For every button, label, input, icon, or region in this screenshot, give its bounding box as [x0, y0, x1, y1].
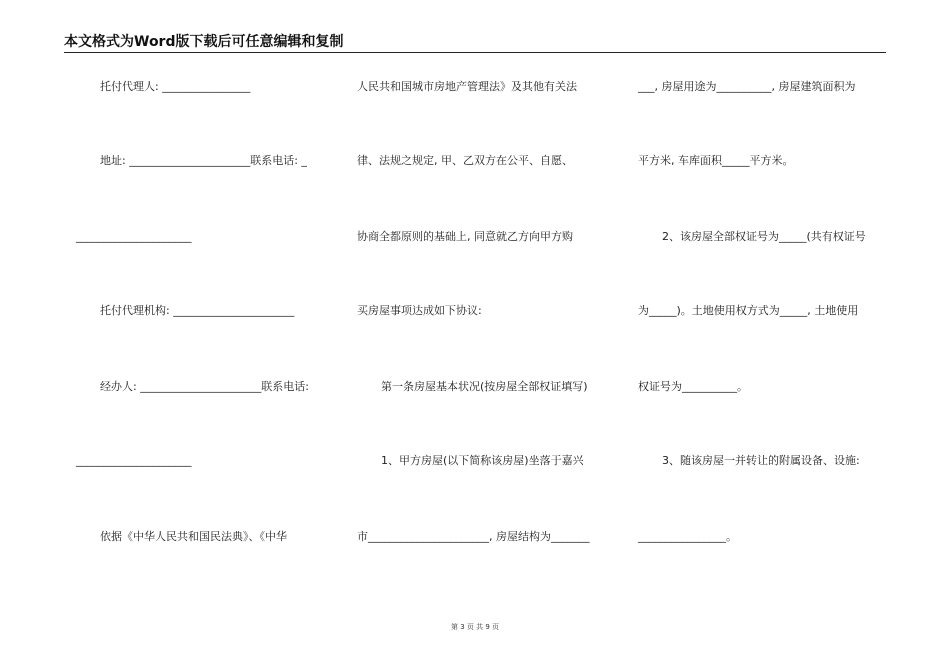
right-line-4: 为_____)。土地使用权方式为_____, 土地使用 [638, 304, 859, 317]
middle-line-6: 1、甲方房屋(以下简称该房屋)坐落于嘉兴 [381, 454, 584, 467]
header-title: 本文格式为Word版下载后可任意编辑和复制 [64, 34, 344, 50]
left-line-3: _____________________ [76, 230, 192, 243]
middle-line-7: 市______________________, 房屋结构为_______ [357, 530, 590, 543]
page-header [64, 34, 886, 53]
right-line-5: 权证号为__________。 [638, 380, 748, 393]
middle-line-1: 人民共和国城市房地产管理法》及其他有关法 [357, 80, 577, 93]
middle-line-2: 律、法规之规定, 甲、乙双方在公平、自愿、 [357, 154, 573, 167]
page-number-footer: 第 3 页 共 9 页 [450, 623, 500, 631]
left-line-5: 经办人: ______________________联系电话: [100, 380, 309, 393]
middle-line-3: 协商全都原则的基础上, 同意就乙方向甲方购 [357, 230, 573, 243]
right-line-7: ________________。 [638, 530, 737, 543]
right-line-6: 3、随该房屋一并转让的附属设备、设施: [662, 454, 860, 467]
left-line-6: _____________________ [76, 454, 192, 467]
left-line-2: 地址: ______________________联系电话: _ [100, 154, 307, 167]
right-line-3: 2、该房屋全部权证号为_____(共有权证号 [662, 230, 866, 243]
middle-line-4: 买房屋事项达成如下协议: [357, 304, 482, 317]
right-line-2: 平方米, 车库面积_____平方米。 [638, 154, 794, 167]
right-line-1: ___, 房屋用途为__________, 房屋建筑面积为 [638, 80, 856, 93]
left-line-4: 托付代理机构: ______________________ [100, 304, 295, 317]
middle-line-5: 第一条房屋基本状况(按房屋全部权证填写) [381, 380, 588, 393]
left-line-7: 依据《中华人民共和国民法典》、《中华 [100, 530, 287, 543]
left-line-1: 托付代理人: ________________ [100, 80, 251, 93]
